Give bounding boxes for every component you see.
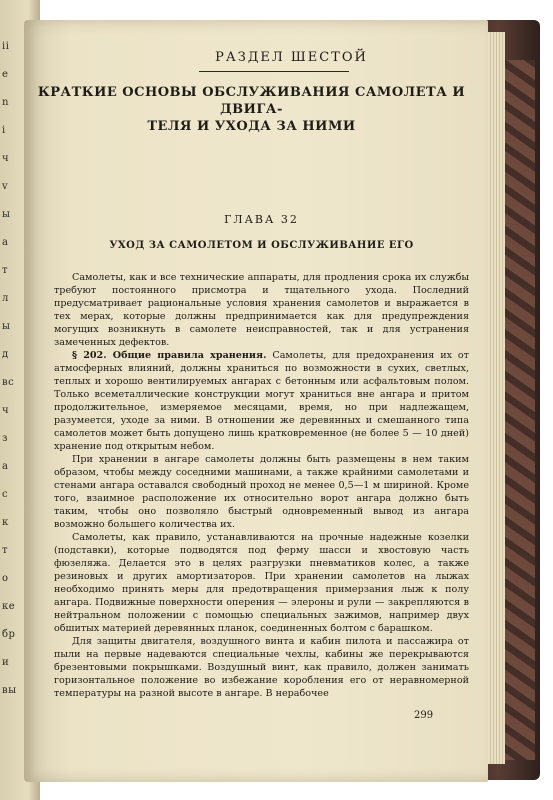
left-page-text-fragment: v [2,181,9,192]
paragraph [54,271,469,349]
paragraph-text: Для защиты двигателя, воздушного винта и кабин пилота и пассажира от пыли на первые надеваются специальные чехлы, кабины же перекрываются брезентовыми покрышками. Воздушный винт, как правило, должен занимать горизонтальное положение во избежание коробления его от неравномерной температуры на разной высоте в ангаре. В нерабочее [54,636,469,699]
paragraph-text: Самолеты, как правило, устанавливаются на прочные надежные козелки (подставки), которые подводятся под ферму шасси и хвостовую часть фюзеляжа. Делается это в целях разгрузки пневматиков колес, а также резиновых и других амортизаторов. При хранении самолетов на лыжах необходимо принять меры для предотвращения примерзания лыж к полу ангара. Подвижные поверхности оперения — элероны и рули — закрепляются в нейтральном положении с помощью специальных зажимов, например двух обшитых материей деревянных планок, соединенных болтом с барашком. [54,532,469,634]
left-page-text-fragment: вс [2,377,15,388]
left-page-text-fragment: к [2,517,9,528]
page-content [37,50,469,700]
page-number: 299 [414,710,434,721]
left-page-text-fragment: i [2,125,6,136]
paragraph-text: Самолеты, для предохранения их от атмосферных влияний, должны храниться по возможности в сухих, светлых, теплых и хорошо вентилируемых ангарах с бетонным или асфальтовым полом. Только всеметаллические конструкции могут храниться вне ангара и притом продолжительное, измеряемое месяцами, время, но при надлежащем, разумеется, уходе за ними. В отношении же деревянных и смешанного типа самолетов может быть допущено лишь кратковременное (не более 5 — 10 дней) хранение под открытым небом. [54,350,469,452]
page-edges [485,32,505,764]
marbled-edge [505,60,535,760]
left-page-text-fragment: бр [2,629,16,640]
left-page-text-fragment: вы [2,685,17,696]
paragraph-lead: § 202. Общие правила хранения. [72,350,267,361]
chapter-heading: ГЛАВА 32 [224,213,299,226]
part-title [34,84,469,135]
paragraph [54,453,469,531]
paragraph-text: Самолеты, как и все технические аппараты, для продления срока их службы требуют постоянного присмотра и тщательного ухода. Последний предусматривает рациональные условия хранения самолетов и выражается в тех мерах, которые должны предпринимается как для предупреждения могущих возникнуть в самолете неисправностей, так и для устранения замеченных дефектов. [54,272,469,348]
paragraph [54,531,469,635]
left-page-text-fragment: a [2,237,9,248]
left-page-text-fragment: ы [2,209,11,220]
left-page-text-fragment: т [2,545,9,556]
left-page-text-fragment: с [2,489,9,500]
chapter-title: УХОД ЗА САМОЛЕТОМ И ОБСЛУЖИВАНИЕ ЕГО [109,240,414,251]
left-page-text-fragment: ы [2,321,11,332]
left-page-text-fragment: л [2,293,9,304]
part-title-line2: ТЕЛЯ И УХОДА ЗА НИМИ [147,119,356,134]
section-rule [199,71,349,72]
book-page [24,20,488,782]
part-title-line1: КРАТКИЕ ОСНОВЫ ОБСЛУЖИВАНИЯ САМОЛЕТА И ДВИГА- [37,85,466,117]
paragraph [54,635,469,700]
paragraph-text: При хранении в ангаре самолеты должны быть размещены в нем таким образом, чтобы между соседними машинами, а также крайними самолетами и стенами ангара оставался свободный проход не менее 0,5—1 м шириной. Кроме того, взаимное расположение их относительно ворот ангара должно быть таким, чтобы оно позволяло быстрый одновременный вывод из ангара возможно большего количества их. [54,454,469,530]
left-page-text-fragment: и [2,657,10,668]
left-page-text-fragment: ч [2,405,10,416]
left-page-text-fragment: ке [2,601,16,612]
left-page-text-fragment: т [2,265,9,276]
left-page-text-fragment: n [2,97,9,108]
left-page-text-fragment: ii [2,41,10,52]
left-page-text-fragment: д [2,349,9,360]
left-page-text-fragment: о [2,573,9,584]
left-page-text-fragment: ч [2,153,10,164]
paragraph [54,349,469,453]
left-page-text-fragment: а [2,461,9,472]
left-page-text-fragment: e [2,69,9,80]
section-heading: РАЗДЕЛ ШЕСТОЙ [215,50,368,65]
left-page-text-fragment: з [2,433,8,444]
